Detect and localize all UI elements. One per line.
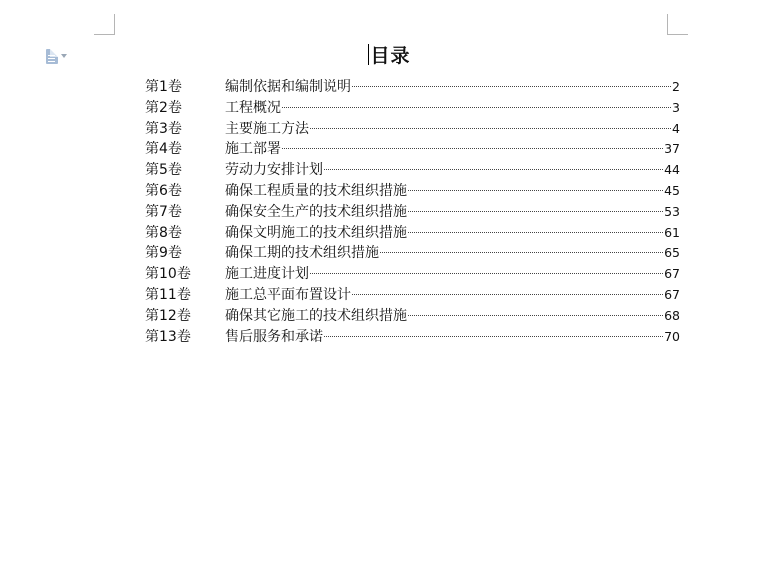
toc-entry-title: 施工总平面布置设计 (225, 286, 351, 303)
toc-dot-leader (324, 336, 663, 337)
toc-entry-title: 编制依据和编制说明 (225, 79, 351, 95)
toc-dot-leader (408, 315, 663, 316)
toc-dot-leader (282, 107, 671, 108)
toc-volume-label: 第6卷 (145, 182, 182, 199)
toc-entry-title: 确保工期的技术组织措施 (225, 245, 379, 262)
table-of-contents (145, 77, 680, 347)
toc-page-number: 53 (664, 203, 680, 219)
toc-entry[interactable] (145, 243, 680, 264)
toc-dot-leader (310, 128, 671, 129)
toc-title-line[interactable] (0, 41, 779, 68)
toc-volume-label: 第13卷 (145, 328, 191, 345)
toc-entry-title: 主要施工方法 (225, 120, 309, 137)
toc-page-number: 3 (672, 99, 680, 115)
toc-page-number: 65 (664, 245, 680, 261)
toc-entry[interactable] (145, 139, 680, 160)
toc-volume-label: 第2卷 (145, 99, 182, 116)
toc-entry[interactable] (145, 285, 680, 306)
toc-entry-title: 确保安全生产的技术组织措施 (225, 203, 407, 220)
toc-entry[interactable] (145, 223, 680, 244)
toc-entry[interactable] (145, 77, 680, 98)
toc-volume-label: 第5卷 (145, 162, 182, 179)
toc-page-number: 67 (664, 266, 680, 282)
toc-volume-label: 第7卷 (145, 203, 182, 220)
toc-entry[interactable] (145, 160, 680, 181)
toc-volume-label: 第11卷 (145, 286, 191, 303)
toc-volume-label: 第3卷 (145, 120, 182, 137)
toc-entry[interactable] (145, 119, 680, 140)
toc-entry-title: 施工进度计划 (225, 266, 309, 283)
toc-volume-label: 第9卷 (145, 245, 182, 262)
toc-entry[interactable] (145, 264, 680, 285)
toc-page-number: 2 (672, 79, 680, 94)
toc-dot-leader (324, 169, 663, 170)
top-left-margin-mark (94, 14, 115, 35)
toc-entry[interactable] (145, 98, 680, 119)
toc-entry-title: 施工部署 (225, 141, 281, 158)
toc-page-number: 67 (664, 286, 680, 302)
toc-entry-title: 确保文明施工的技术组织措施 (225, 224, 407, 241)
toc-page-number: 37 (664, 141, 680, 157)
toc-page-number: 45 (664, 182, 680, 198)
toc-entry-title: 确保其它施工的技术组织措施 (225, 307, 407, 324)
toc-entry-title: 劳动力安排计划 (225, 162, 323, 179)
toc-dot-leader (408, 211, 663, 212)
toc-entry-title: 售后服务和承诺 (225, 328, 323, 345)
toc-volume-label: 第8卷 (145, 224, 182, 241)
toc-dot-leader (282, 148, 663, 149)
toc-volume-label: 第10卷 (145, 266, 191, 283)
toc-page-number: 44 (664, 162, 680, 178)
toc-entry[interactable] (145, 181, 680, 202)
toc-dot-leader (408, 232, 663, 233)
toc-entry[interactable] (145, 327, 680, 348)
toc-page-number: 4 (672, 120, 680, 136)
toc-entry[interactable] (145, 306, 680, 327)
toc-title: 目录 (370, 45, 411, 67)
toc-volume-label: 第12卷 (145, 307, 191, 324)
toc-page-number: 68 (664, 307, 680, 323)
top-right-margin-mark (667, 14, 688, 35)
toc-dot-leader (310, 273, 663, 274)
toc-dot-leader (352, 294, 663, 295)
toc-entry[interactable] (145, 202, 680, 223)
toc-volume-label: 第4卷 (145, 141, 182, 158)
toc-volume-label: 第1卷 (145, 79, 182, 95)
toc-page-number: 61 (664, 224, 680, 240)
toc-dot-leader (380, 252, 663, 253)
toc-dot-leader (408, 190, 663, 191)
toc-entry-title: 确保工程质量的技术组织措施 (225, 182, 407, 199)
toc-page-number: 70 (664, 328, 680, 344)
toc-entry-title: 工程概况 (225, 99, 281, 116)
toc-dot-leader (352, 86, 671, 87)
